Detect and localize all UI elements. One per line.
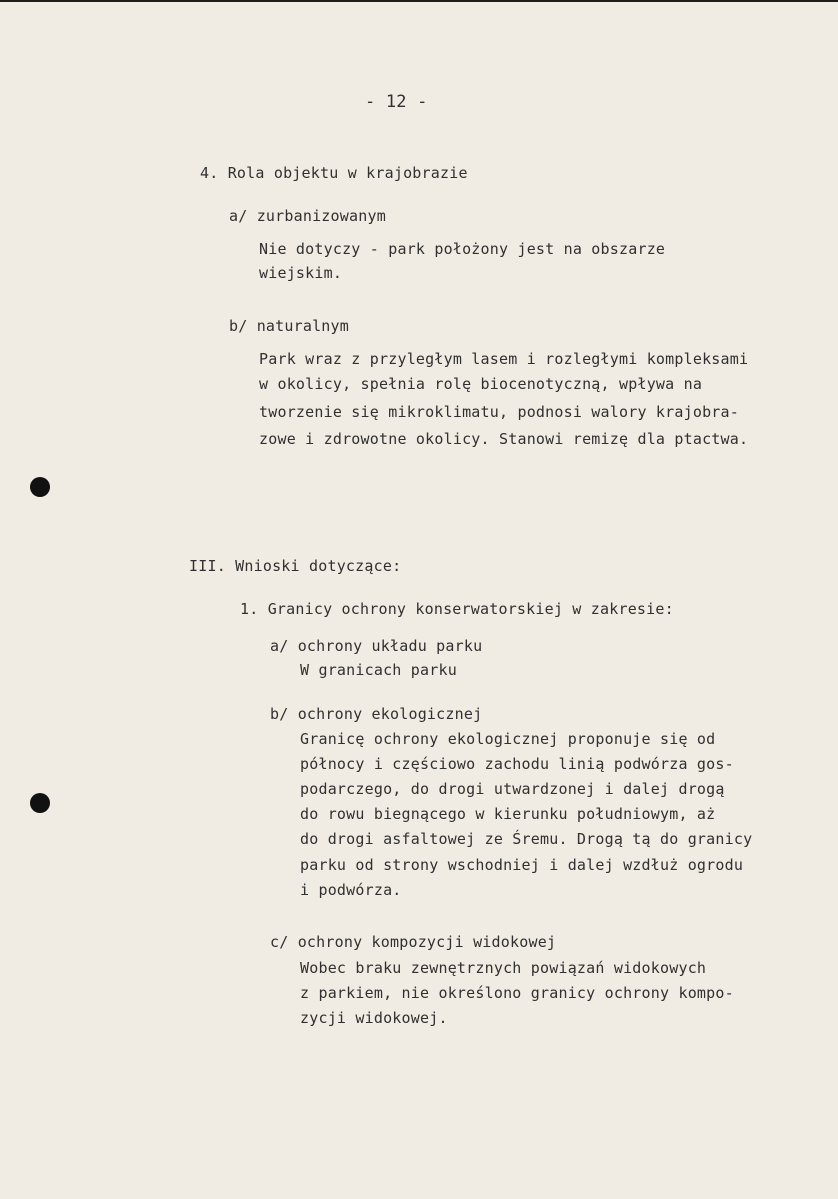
punch-hole [30, 793, 50, 813]
item-1b-text-line: i podwórza. [300, 881, 402, 899]
item-1b-text-line: do drogi asfaltowej ze Śremu. Drogą tą do granicy [300, 830, 753, 848]
item-1c-text-line: Wobec braku zewnętrznych powiązań widokowych [300, 959, 707, 977]
section-4b-text-line: tworzenie się mikroklimatu, podnosi walory krajobra- [259, 403, 739, 421]
section-3-heading: III. Wnioski dotyczące: [189, 557, 402, 575]
item-1b-label: b/ ochrony ekologicznej [270, 705, 483, 723]
section-4a-label: a/ zurbanizowanym [229, 207, 386, 225]
item-1b-text-line: podarczego, do drogi utwardzonej i dalej drogą [300, 780, 725, 798]
item-1b-text-line: do rowu biegnącego w kierunku południowym, aż [300, 805, 716, 823]
section-4b-text-line: zowe i zdrowotne okolicy. Stanowi remizę dla ptactwa. [259, 430, 749, 448]
item-1-heading: 1. Granicy ochrony konserwatorskiej w zakresie: [240, 600, 674, 618]
item-1b-text-line: parku od strony wschodniej i dalej wzdłuż ogrodu [300, 856, 744, 874]
item-1a-text-line: W granicach parku [300, 661, 457, 679]
item-1a-label: a/ ochrony układu parku [270, 637, 483, 655]
item-1b-text-line: Granicę ochrony ekologicznej proponuje się od [300, 730, 716, 748]
section-4a-text-line: wiejskim. [259, 264, 343, 282]
section-4b-text-line: Park wraz z przyległym lasem i rozległymi kompleksami [259, 350, 749, 368]
section-4b-label: b/ naturalnym [229, 317, 349, 335]
section-4b-text-line: w okolicy, spełnia rolę biocenotyczną, wpływa na [259, 375, 703, 393]
page-number: - 12 - [365, 92, 428, 112]
item-1c-text-line: z parkiem, nie określono granicy ochrony kompo- [300, 984, 734, 1002]
item-1c-text-line: zycji widokowej. [300, 1009, 448, 1027]
item-1b-text-line: północy i częściowo zachodu linią podwórza gos- [300, 755, 734, 773]
section-4-heading: 4. Rola objektu w krajobrazie [200, 164, 468, 182]
punch-hole [30, 477, 50, 497]
item-1c-label: c/ ochrony kompozycji widokowej [270, 933, 557, 951]
section-4a-text-line: Nie dotyczy - park położony jest na obszarze [259, 240, 666, 258]
